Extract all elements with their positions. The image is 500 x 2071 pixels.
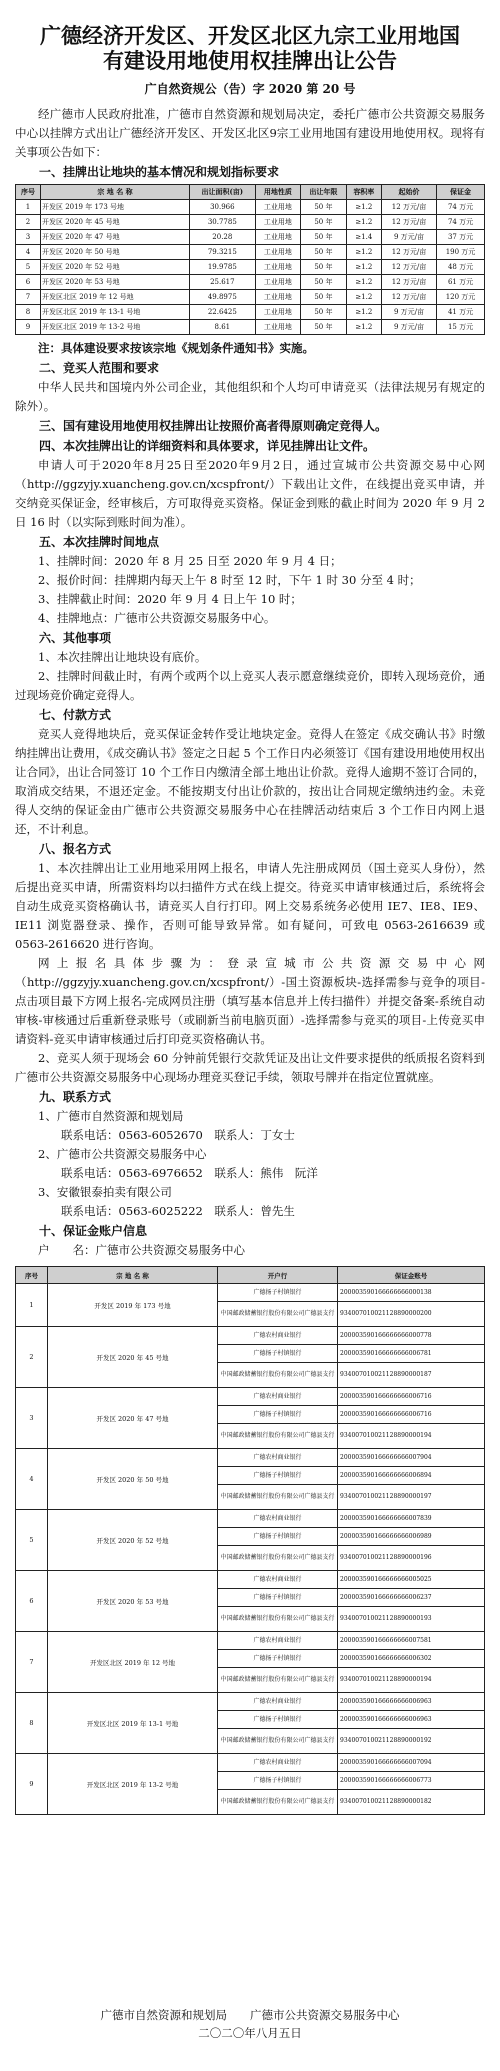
table-cell: 37 万元 (437, 230, 485, 245)
table-cell: 79.3215 (190, 245, 256, 260)
table-header-cell: 出让年限 (301, 185, 347, 200)
table-cell: 200003590166666666007839 (338, 1510, 485, 1528)
table-cell: 200003590166666666006963 (338, 1693, 485, 1711)
table-note: 注：具体建设要求按该宗地《规划条件通知书》实施。 (38, 341, 314, 355)
table-header-cell: 宗 地 名 称 (48, 1267, 218, 1284)
footer-date: 二〇二〇年八月五日 (198, 2026, 302, 2040)
table-cell: 200003590166666666006237 (338, 1589, 485, 1607)
table-header-cell: 起始价 (381, 185, 436, 200)
table-cell: 广德扬子村镇银行 (218, 1467, 338, 1485)
table-cell: 9 (16, 1754, 48, 1815)
table-cell: 工业用地 (255, 245, 301, 260)
table-cell: 工业用地 (255, 200, 301, 215)
table-header-cell: 用地性质 (255, 185, 301, 200)
section-8-paragraph: 2、竞买人须于现场会 60 分钟前凭银行交款凭证及出让文件要求提供的纸质报名资料到广德市公共资源交易服务中心现场办理竞买登记手续，领取号牌并在指定位置就座。 (15, 1051, 485, 1084)
table-cell: 广德扬子村镇银行 (218, 1345, 338, 1363)
table-cell: 中国邮政储蓄银行股份有限公司广德县支行 (218, 1668, 338, 1693)
table-cell: 200003590166666666000778 (338, 1327, 485, 1345)
section-8-paragraph: 1、本次挂牌出让工业用地采用网上报名，申请人先注册成网员（国土竞买人身份），然后提出竞买申请，所需资料均以扫描件方式在线上提交。待竞买申请审核通过后，系统将会自动生成竞买资格确认书，请竞买人自行打印。网上交易系统务必使用 IE7、IE8、IE9、IE11 浏览器登录、操作，否则可能导致异常。如有疑问，可致电 0563-2616639 或 0563-2616620 进行咨询。 (15, 861, 485, 951)
contact-org: 3、安徽银泰拍卖有限公司 (38, 1185, 172, 1199)
section-9-title: 九、联系方式 (39, 1090, 112, 1104)
table-cell: 190 万元 (437, 245, 485, 260)
table-cell: 开发区北区 2019 年 13-2 号地 (40, 320, 189, 335)
table-cell: 934007010021128890000197 (338, 1485, 485, 1510)
table-cell: 开发区 2019 年 173 号地 (40, 200, 189, 215)
table-cell: 广德农村商业银行 (218, 1754, 338, 1772)
table-cell: 200003590166666666000138 (338, 1284, 485, 1302)
table-cell: 200003590166666666006781 (338, 1345, 485, 1363)
table-cell: ≥1.2 (346, 320, 381, 335)
table-cell: ≥1.2 (346, 245, 381, 260)
table-cell: 开发区北区 2019 年 13-2 号地 (48, 1754, 218, 1815)
table-cell: 50 年 (301, 260, 347, 275)
table-cell: 5 (16, 260, 41, 275)
table-cell: 9 万元/亩 (381, 305, 436, 320)
table-cell: 200003590166666666006963 (338, 1711, 485, 1729)
section-5-item: 2、报价时间：挂牌期内每天上午 8 时至 12 时，下午 1 时 30 分至 4 时； (38, 573, 421, 587)
table-cell: 120 万元 (437, 290, 485, 305)
table-cell: ≥1.4 (346, 230, 381, 245)
table-cell: 934007010021128890000200 (338, 1302, 485, 1327)
table-cell: 开发区 2020 年 53 号地 (48, 1571, 218, 1632)
table-cell: 2 (16, 1327, 48, 1388)
section-4-title: 四、本次挂牌出让的详细资料和具体要求，详见挂牌出让文件。 (39, 439, 376, 453)
table-cell: 7 (16, 1632, 48, 1693)
table-cell: 12 万元/亩 (381, 260, 436, 275)
table-cell: 开发区 2020 年 52 号地 (48, 1510, 218, 1571)
table-cell: 开发区 2020 年 50 号地 (40, 245, 189, 260)
table-cell: ≥1.2 (346, 215, 381, 230)
table-cell: 12 万元/亩 (381, 290, 436, 305)
table-row (16, 230, 485, 245)
section-5-title: 五、本次挂牌时间地点 (39, 535, 160, 549)
table-cell: 开发区 2020 年 47 号地 (48, 1388, 218, 1449)
table-row (16, 260, 485, 275)
table-cell: ≥1.2 (346, 305, 381, 320)
table-cell: 中国邮政储蓄银行股份有限公司广德县支行 (218, 1363, 338, 1388)
table-cell: 开发区北区 2019 年 12 号地 (40, 290, 189, 305)
contact-line: 联系电话：0563-6025222 联系人：曾先生 (61, 1204, 295, 1218)
table-row (16, 1571, 485, 1589)
table-cell: 934007010021128890000182 (338, 1790, 485, 1815)
section-2-text: 中华人民共和国境内外公司企业，其他组织和个人均可申请竞买（法律法规另有规定的除外）。 (15, 380, 485, 413)
table-row (16, 1510, 485, 1528)
parcel-table-body (16, 200, 485, 335)
table-cell: 12 万元/亩 (381, 275, 436, 290)
table-cell: 50 年 (301, 200, 347, 215)
table-cell: 9 万元/亩 (381, 320, 436, 335)
table-cell: 广德农村商业银行 (218, 1327, 338, 1345)
table-cell: 中国邮政储蓄银行股份有限公司广德县支行 (218, 1424, 338, 1449)
contact-line: 联系电话：0563-6976652 联系人：熊伟 阮洋 (61, 1166, 318, 1180)
table-header-cell: 容积率 (346, 185, 381, 200)
section-8-paragraph: 网上报名具体步骤为：登录宣城市公共资源交易中心网（http://ggzyjy.xuancheng.gov.cn/xcspfront/）-国土资源板块-选择需参与竞争的项目-点击项目最下方网上报名-完成网员注册（填写基本信息并上传扫描件）并提交备案-系统自动审核-审核通过后重新登录账号（或刷新当前电脑页面）-选择需参与竞买的项目-上传竞买申请资料-竞买申请审核通过后打印竞买资格确认书。 (15, 956, 485, 1046)
table-cell: 广德扬子村镇银行 (218, 1589, 338, 1607)
table-cell: 41 万元 (437, 305, 485, 320)
table-cell: 50 年 (301, 230, 347, 245)
table-row (16, 1388, 485, 1406)
table-row (16, 305, 485, 320)
table-row (16, 215, 485, 230)
table-header-cell: 出让面积(亩) (190, 185, 256, 200)
section-10-title: 十、保证金账户信息 (39, 1224, 148, 1238)
announcement-page (15, 0, 485, 2040)
table-cell: 30.7785 (190, 215, 256, 230)
table-cell: 4 (16, 245, 41, 260)
table-cell: 200003590166666666005025 (338, 1571, 485, 1589)
table-cell: 48 万元 (437, 260, 485, 275)
announcement-title (15, 24, 485, 74)
table-cell: 50 年 (301, 275, 347, 290)
table-cell: 工业用地 (255, 290, 301, 305)
table-row (16, 320, 485, 335)
table-cell: 开发区 2020 年 45 号地 (48, 1327, 218, 1388)
section-2-title: 二、竞买人范围和要求 (39, 361, 160, 375)
section-7-title: 七、付款方式 (39, 708, 112, 722)
table-cell: 6 (16, 1571, 48, 1632)
table-cell: 工业用地 (255, 230, 301, 245)
table-cell: 9 (16, 320, 41, 335)
table-header-cell: 保证金账号 (338, 1267, 485, 1284)
table-header-cell: 序号 (16, 185, 41, 200)
table-cell: 200003590166666666007094 (338, 1754, 485, 1772)
footer-organizations: 广德市自然资源和规划局 广德市公共资源交易服务中心 (100, 2008, 400, 2022)
table-cell: 工业用地 (255, 275, 301, 290)
section-8-title: 八、报名方式 (39, 842, 112, 856)
table-cell: 广德扬子村镇银行 (218, 1711, 338, 1729)
section-1-title: 一、挂牌出让地块的基本情况和规划指标要求 (39, 165, 280, 179)
table-cell: 200003590166666666006716 (338, 1388, 485, 1406)
table-cell: 中国邮政储蓄银行股份有限公司广德县支行 (218, 1790, 338, 1815)
table-cell: 广德扬子村镇银行 (218, 1650, 338, 1668)
table-cell: 6 (16, 275, 41, 290)
title-line-1: 广德经济开发区、开发区北区九宗工业用地国 (40, 24, 460, 48)
table-cell: ≥1.2 (346, 275, 381, 290)
table-cell: 30.966 (190, 200, 256, 215)
intro-paragraph: 经广德市人民政府批准，广德市自然资源和规划局决定，委托广德市公共资源交易服务中心以挂牌方式出让广德经济开发区、开发区北区9宗工业用地国有建设用地使用权。现将有关事项公告如下： (15, 107, 485, 159)
table-cell: 200003590166666666006716 (338, 1406, 485, 1424)
table-cell: 934007010021128890000194 (338, 1424, 485, 1449)
table-cell: 1 (16, 1284, 48, 1327)
table-cell: 50 年 (301, 305, 347, 320)
table-cell: 广德农村商业银行 (218, 1449, 338, 1467)
table-cell: 74 万元 (437, 200, 485, 215)
table-cell: 9 万元/亩 (381, 230, 436, 245)
account-holder: 户 名：广德市公共资源交易服务中心 (38, 1243, 245, 1257)
table-row (16, 1632, 485, 1650)
table-cell: 5 (16, 1510, 48, 1571)
table-cell: 934007010021128890000192 (338, 1729, 485, 1754)
table-row (16, 290, 485, 305)
table-cell: 开发区 2019 年 173 号地 (48, 1284, 218, 1327)
table-cell: 中国邮政储蓄银行股份有限公司广德县支行 (218, 1302, 338, 1327)
table-cell: 广德扬子村镇银行 (218, 1528, 338, 1546)
table-cell: 中国邮政储蓄银行股份有限公司广德县支行 (218, 1546, 338, 1571)
table-header-cell: 序号 (16, 1267, 48, 1284)
document-number: 广自然资规公（告）字 2020 第 20 号 (144, 82, 356, 96)
table-cell: 中国邮政储蓄银行股份有限公司广德县支行 (218, 1485, 338, 1510)
table-cell: 广德农村商业银行 (218, 1510, 338, 1528)
table-cell: 1 (16, 200, 41, 215)
table-cell: 开发区北区 2019 年 13-1 号地 (48, 1693, 218, 1754)
contact-org: 2、广德市公共资源交易服务中心 (38, 1147, 207, 1161)
footer (15, 2006, 485, 2042)
table-cell: 开发区 2020 年 50 号地 (48, 1449, 218, 1510)
table-row (16, 1449, 485, 1467)
table-cell: 中国邮政储蓄银行股份有限公司广德县支行 (218, 1729, 338, 1754)
table-cell: 广德农村商业银行 (218, 1571, 338, 1589)
contact-org: 1、广德市自然资源和规划局 (38, 1109, 184, 1123)
table-cell: 200003590166666666007581 (338, 1632, 485, 1650)
table-header-cell: 保证金 (437, 185, 485, 200)
deposit-account-table (15, 1266, 485, 1815)
section-6-title: 六、其他事项 (39, 631, 112, 645)
table-cell: 50 年 (301, 290, 347, 305)
table-cell: 4 (16, 1449, 48, 1510)
table-cell: 12 万元/亩 (381, 245, 436, 260)
table-cell: 200003590166666666006773 (338, 1772, 485, 1790)
table-row (16, 275, 485, 290)
table-cell: 广德农村商业银行 (218, 1388, 338, 1406)
table-cell: 开发区 2020 年 52 号地 (40, 260, 189, 275)
section-5-item: 3、挂牌截止时间：2020 年 9 月 4 日上午 10 时； (38, 592, 302, 606)
table-row (16, 1327, 485, 1345)
table-cell: 934007010021128890000193 (338, 1607, 485, 1632)
table-cell: ≥1.2 (346, 290, 381, 305)
table-cell: 12 万元/亩 (381, 200, 436, 215)
table-cell: 22.6425 (190, 305, 256, 320)
table-cell: 广德扬子村镇银行 (218, 1284, 338, 1302)
table-cell: 20.28 (190, 230, 256, 245)
table-cell: 61 万元 (437, 275, 485, 290)
table-row (16, 1693, 485, 1711)
contact-line: 联系电话：0563-6052670 联系人：丁女士 (61, 1128, 295, 1142)
section-6-item: 1、本次挂牌出让地块设有底价。 (38, 650, 207, 664)
table-cell: 200003590166666666007904 (338, 1449, 485, 1467)
table-cell: 15 万元 (437, 320, 485, 335)
table-cell: 7 (16, 290, 41, 305)
table-header-cell: 宗 地 名 称 (40, 185, 189, 200)
table-row (16, 245, 485, 260)
table-cell: 200003590166666666006302 (338, 1650, 485, 1668)
table-cell: 开发区 2020 年 47 号地 (40, 230, 189, 245)
table-cell: 工业用地 (255, 320, 301, 335)
table-row (16, 1754, 485, 1772)
table-cell: 工业用地 (255, 260, 301, 275)
table-cell: 200003590166666666006894 (338, 1467, 485, 1485)
section-5-item: 1、挂牌时间：2020 年 8 月 25 日至 2020 年 9 月 4 日； (38, 554, 342, 568)
table-header-cell: 开户行 (218, 1267, 338, 1284)
section-5-item: 4、挂牌地点：广德市公共资源交易服务中心。 (38, 611, 276, 625)
table-cell: 8 (16, 1693, 48, 1754)
table-cell: 广德农村商业银行 (218, 1632, 338, 1650)
table-cell: 开发区北区 2019 年 12 号地 (48, 1632, 218, 1693)
table-cell: 2 (16, 215, 41, 230)
parcel-table-header (16, 185, 485, 200)
table-cell: 50 年 (301, 245, 347, 260)
table-cell: 934007010021128890000196 (338, 1546, 485, 1571)
table-cell: 广德农村商业银行 (218, 1693, 338, 1711)
table-cell: 8 (16, 305, 41, 320)
table-cell: ≥1.2 (346, 260, 381, 275)
section-6-item: 2、挂牌时间截止时，有两个或两个以上竞买人表示愿意继续竞价，即转入现场竞价，通过现场竞价确定竞得人。 (15, 669, 485, 702)
table-cell: 3 (16, 230, 41, 245)
table-cell: 934007010021128890000194 (338, 1668, 485, 1693)
table-cell: 工业用地 (255, 305, 301, 320)
table-cell: 广德扬子村镇银行 (218, 1772, 338, 1790)
table-cell: 50 年 (301, 215, 347, 230)
table-cell: 开发区 2020 年 45 号地 (40, 215, 189, 230)
table-cell: 3 (16, 1388, 48, 1449)
table-cell: 25.617 (190, 275, 256, 290)
table-cell: 开发区 2020 年 53 号地 (40, 275, 189, 290)
table-cell: 50 年 (301, 320, 347, 335)
section-3-title: 三、国有建设用地使用权挂牌出让按照价高者得原则确定竞得人。 (39, 419, 388, 433)
section-7-text: 竞买人竞得地块后，竞买保证金转作受让地块定金。竞得人在签定《成交确认书》时缴纳挂牌出让费用，《成交确认书》签定之日起 5 个工作日内必须签订《国有建设用地使用权出让合同》，出让合同签订 10 个工作日内缴清全部土地出让价款。竞得人逾期不签订合同的，取消成交结果，不退还定金。不能按期支付出让价款的，按出让合同规定缴纳违约金。未竞得人交纳的保证金由广德市公共资源交易服务中心在挂牌活动结束后 3 个工作日内网上退还，不计利息。 (15, 727, 485, 836)
table-cell: 8.61 (190, 320, 256, 335)
table-cell: 中国邮政储蓄银行股份有限公司广德县支行 (218, 1607, 338, 1632)
table-cell: 工业用地 (255, 215, 301, 230)
title-line-2: 有建设用地使用权挂牌出让公告 (103, 49, 397, 73)
table-cell: ≥1.2 (346, 200, 381, 215)
table-cell: 广德扬子村镇银行 (218, 1406, 338, 1424)
deposit-table-body (16, 1284, 485, 1815)
deposit-table-header (16, 1267, 485, 1284)
table-cell: 19.9785 (190, 260, 256, 275)
table-row (16, 1284, 485, 1302)
parcel-table (15, 184, 485, 335)
table-row (16, 200, 485, 215)
table-cell: 934007010021128890000187 (338, 1363, 485, 1388)
section-4-text: 申请人可于2020年8月25日至2020年9月2日，通过宣城市公共资源交易中心网（http://ggzyjy.xuancheng.gov.cn/xcspfront/）下载出让文件，在线提出竞买申请，并交纳竞买保证金，经审核后，方可取得竞买资格。保证金到账的截止时间为 2020 年 9 月 2 日 16 时（以实际到账时间为准）。 (15, 458, 485, 529)
table-cell: 200003590166666666006989 (338, 1528, 485, 1546)
table-cell: 12 万元/亩 (381, 215, 436, 230)
table-cell: 49.8975 (190, 290, 256, 305)
table-cell: 74 万元 (437, 215, 485, 230)
table-cell: 开发区北区 2019 年 13-1 号地 (40, 305, 189, 320)
